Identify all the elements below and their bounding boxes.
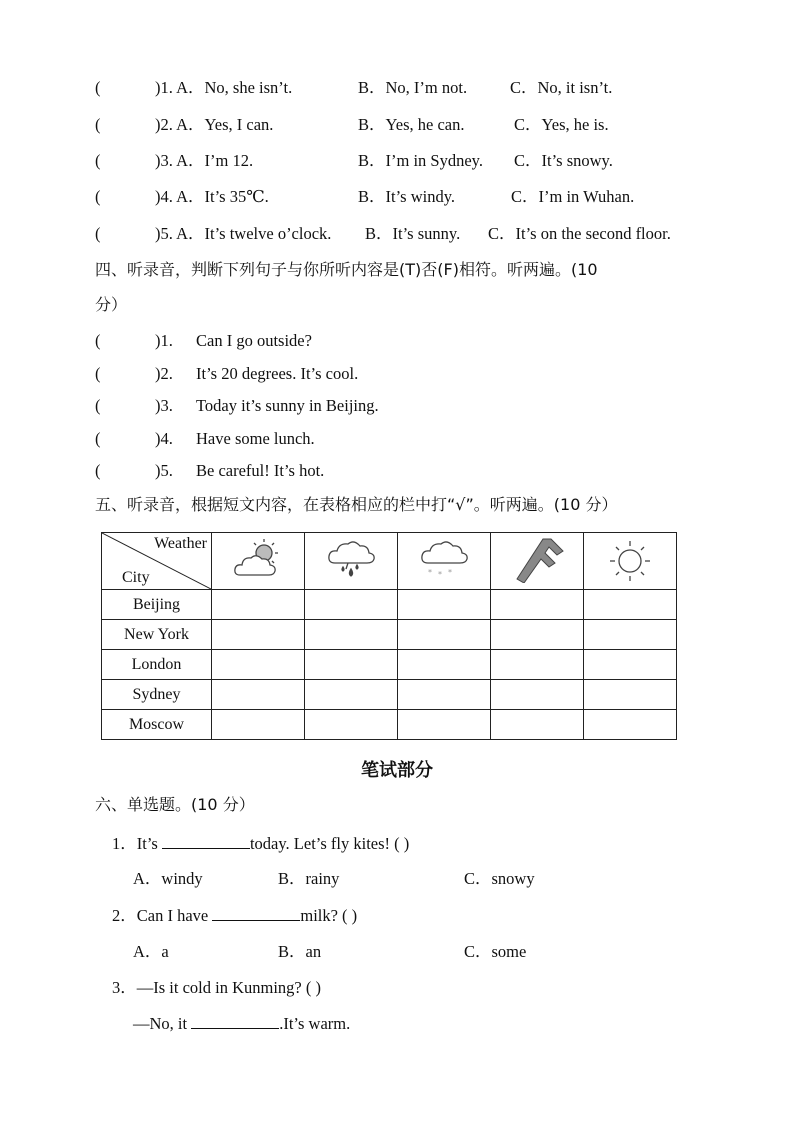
reply-text-end: .It’s warm.	[279, 1014, 351, 1033]
option-b: B．No, I’m not.	[358, 78, 468, 97]
item-number: )3.	[155, 396, 173, 415]
answer-blank[interactable]	[212, 904, 300, 921]
question-text: 1．It’s	[112, 834, 162, 853]
check-cell[interactable]	[305, 650, 398, 680]
item-text: Today it’s sunny in Beijing.	[196, 396, 379, 415]
section-4-heading-cont: 分）	[95, 295, 128, 314]
question-3: 3．—Is it cold in Kunming? ( )	[112, 978, 321, 997]
city-cell: Sydney	[102, 680, 212, 710]
check-cell[interactable]	[584, 650, 677, 680]
item-text: Be careful! It’s hot.	[196, 461, 325, 480]
check-cell[interactable]	[398, 710, 491, 740]
option-b: B．Yes, he can.	[358, 115, 465, 134]
check-cell[interactable]	[305, 710, 398, 740]
question-text-end: milk? ( )	[300, 906, 358, 925]
snow-cloud-icon	[414, 535, 474, 583]
option-c: C．It’s snowy.	[514, 151, 613, 170]
option-b: B．It’s sunny.	[365, 224, 461, 243]
check-cell[interactable]	[305, 590, 398, 620]
answer-paren[interactable]: (	[95, 224, 101, 243]
header-cell-snowy	[398, 533, 491, 590]
svg-text:*: *	[428, 567, 432, 577]
table-row	[102, 650, 677, 680]
check-cell[interactable]	[584, 710, 677, 740]
item-text: Have some lunch.	[196, 429, 315, 448]
table-row	[102, 710, 677, 740]
section-4-heading: 四、听录音，判断下列句子与你所听内容是(T)否(F)相符。听两遍。(10	[95, 260, 598, 279]
answer-blank[interactable]	[162, 832, 250, 849]
check-cell[interactable]	[305, 620, 398, 650]
check-cell[interactable]	[398, 620, 491, 650]
rain-cloud-icon	[321, 535, 381, 583]
option-b: B．It’s windy.	[358, 187, 456, 206]
item-text: )1. A．No, she isn’t.	[155, 78, 293, 97]
city-cell: Beijing	[102, 590, 212, 620]
table-row	[102, 590, 677, 620]
item-number: )5.	[155, 461, 173, 480]
option-b: B．rainy	[278, 869, 340, 888]
section-6-heading: 六、单选题。(10 分）	[95, 795, 255, 814]
item-number: )4.	[155, 429, 173, 448]
option-c: C．Yes, he is.	[514, 115, 609, 134]
header-cell-cloudy	[212, 533, 305, 590]
check-cell[interactable]	[398, 680, 491, 710]
svg-text:*: *	[438, 569, 442, 579]
check-cell[interactable]	[212, 650, 305, 680]
item-text: )3. A．I’m 12.	[155, 151, 254, 170]
written-section-title: 笔试部分	[361, 760, 433, 781]
option-c: C．It’s on the second floor.	[488, 224, 671, 243]
answer-paren[interactable]: (	[95, 187, 101, 206]
option-a: A．windy	[133, 869, 203, 888]
corner-header-cell	[102, 533, 212, 590]
check-cell[interactable]	[491, 620, 584, 650]
answer-paren[interactable]: (	[95, 429, 101, 448]
option-a: A．a	[133, 942, 169, 961]
check-cell[interactable]	[212, 710, 305, 740]
table-row	[102, 680, 677, 710]
item-text: )4. A．It’s 35℃.	[155, 187, 269, 206]
header-weather: Weather	[154, 535, 207, 552]
answer-paren[interactable]: (	[95, 461, 101, 480]
sun-icon	[600, 535, 660, 583]
answer-paren[interactable]: (	[95, 78, 101, 97]
item-text: Can I go outside?	[196, 331, 312, 350]
answer-paren[interactable]: (	[95, 364, 101, 383]
option-c: C．No, it isn’t.	[510, 78, 613, 97]
check-cell[interactable]	[398, 650, 491, 680]
question-1	[112, 832, 409, 855]
option-b: B．I’m in Sydney.	[358, 151, 483, 170]
item-text: )5. A．It’s twelve o’clock.	[155, 224, 332, 243]
answer-blank[interactable]	[191, 1012, 279, 1029]
question-text-end: today. Let’s fly kites! ( )	[249, 834, 410, 853]
table-row	[102, 620, 677, 650]
check-cell[interactable]	[584, 590, 677, 620]
header-city: City	[122, 569, 150, 586]
header-cell-sunny	[584, 533, 677, 590]
check-cell[interactable]	[212, 680, 305, 710]
option-b: B．an	[278, 942, 322, 961]
check-cell[interactable]	[491, 590, 584, 620]
check-cell[interactable]	[305, 680, 398, 710]
check-cell[interactable]	[491, 650, 584, 680]
wind-icon	[507, 535, 567, 583]
answer-paren[interactable]: (	[95, 151, 101, 170]
sun-behind-cloud-icon	[228, 535, 288, 583]
city-cell: London	[102, 650, 212, 680]
reply-text: —No, it	[133, 1014, 192, 1033]
answer-paren[interactable]: (	[95, 115, 101, 134]
option-c: C．some	[464, 942, 527, 961]
section-5-heading: 五、听录音，根据短文内容，在表格相应的栏中打“√”。听两遍。(10 分）	[95, 495, 618, 514]
header-cell-windy	[491, 533, 584, 590]
check-cell[interactable]	[212, 590, 305, 620]
question-2	[112, 904, 357, 927]
check-cell[interactable]	[398, 590, 491, 620]
svg-text:*: *	[448, 567, 452, 577]
city-cell: New York	[102, 620, 212, 650]
question-text: 2．Can I have	[112, 906, 213, 925]
header-cell-rainy	[305, 533, 398, 590]
question-3-reply	[133, 1012, 350, 1035]
city-cell: Moscow	[102, 710, 212, 740]
check-cell[interactable]	[491, 710, 584, 740]
check-cell[interactable]	[212, 620, 305, 650]
check-cell[interactable]	[491, 680, 584, 710]
check-cell[interactable]	[584, 620, 677, 650]
answer-paren[interactable]: (	[95, 396, 101, 415]
item-number: )1.	[155, 331, 173, 350]
item-number: )2.	[155, 364, 173, 383]
option-c: C．I’m in Wuhan.	[511, 187, 635, 206]
weather-table	[101, 532, 677, 740]
item-text: It’s 20 degrees. It’s cool.	[196, 364, 359, 383]
option-c: C．snowy	[464, 869, 535, 888]
check-cell[interactable]	[584, 680, 677, 710]
answer-paren[interactable]: (	[95, 331, 101, 350]
item-text: )2. A．Yes, I can.	[155, 115, 274, 134]
